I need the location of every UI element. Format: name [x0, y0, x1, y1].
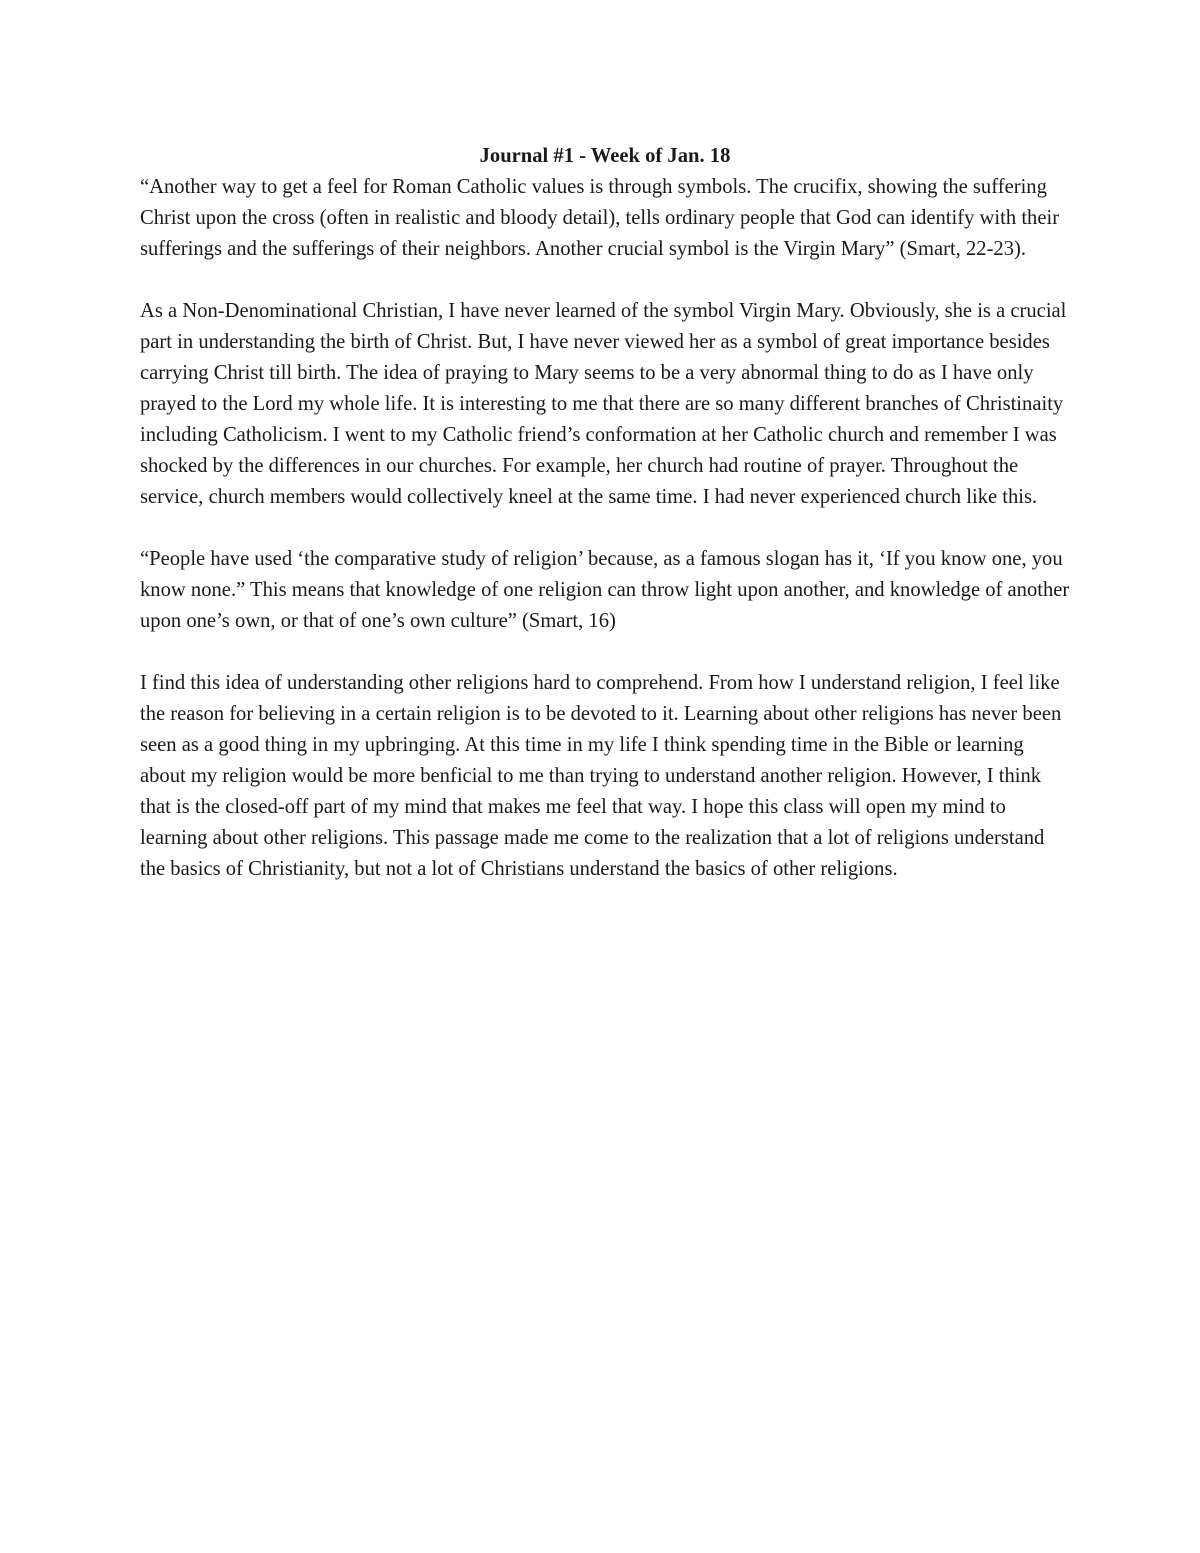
- document-title: Journal #1 - Week of Jan. 18: [479, 145, 731, 167]
- paragraph-response-1: As a Non-Denominational Christian, I have never learned of the symbol Virgin Mary. Obviously, she is a crucial part in understanding the birth of Christ. But, I have never viewed her as a symbol of great importance besides carrying Christ till birth. The idea of praying to Mary seems to be a very abnormal thing to do as I have only prayed to the Lord my whole life. It is interesting to me that there are so many different branches of Christinaity including Catholicism. I went to my Catholic friend’s conformation at her Catholic church and remember I was shocked by the differences in our churches. For example, her church had routine of prayer. Throughout the service, church members would collectively kneel at the same time. I had never experienced church like this.: [140, 300, 1067, 508]
- paragraph-quote-1: “Another way to get a feel for Roman Catholic values is through symbols. The crucifix, showing the suffering Christ upon the cross (often in realistic and bloody detail), tells ordinary people that God can identify with their sufferings and the sufferings of their neighbors. Another crucial symbol is the Virgin Mary” (Smart, 22-23).: [140, 176, 1060, 260]
- paragraph-response-2: I find this idea of understanding other religions hard to comprehend. From how I understand religion, I feel like the reason for believing in a certain religion is to be devoted to it. Learning about other religions has never been seen as a good thing in my upbringing. At this time in my life I think spending time in the Bible or learning about my religion would be more benficial to me than trying to understand another religion. However, I think that is the closed-off part of my mind that makes me feel that way. I hope this class will open my mind to learning about other religions. This passage made me come to the realization that a lot of religions understand the basics of Christianity, but not a lot of Christians understand the basics of other religions.: [140, 672, 1062, 880]
- document-body: [140, 141, 1070, 916]
- paragraph-quote-2: “People have used ‘the comparative study of religion’ because, as a famous slogan has it, ‘If you know one, you know none.” This means that knowledge of one religion can throw light upon another, and knowledge of another upon one’s own, or that of one’s own culture” (Smart, 16): [140, 548, 1070, 632]
